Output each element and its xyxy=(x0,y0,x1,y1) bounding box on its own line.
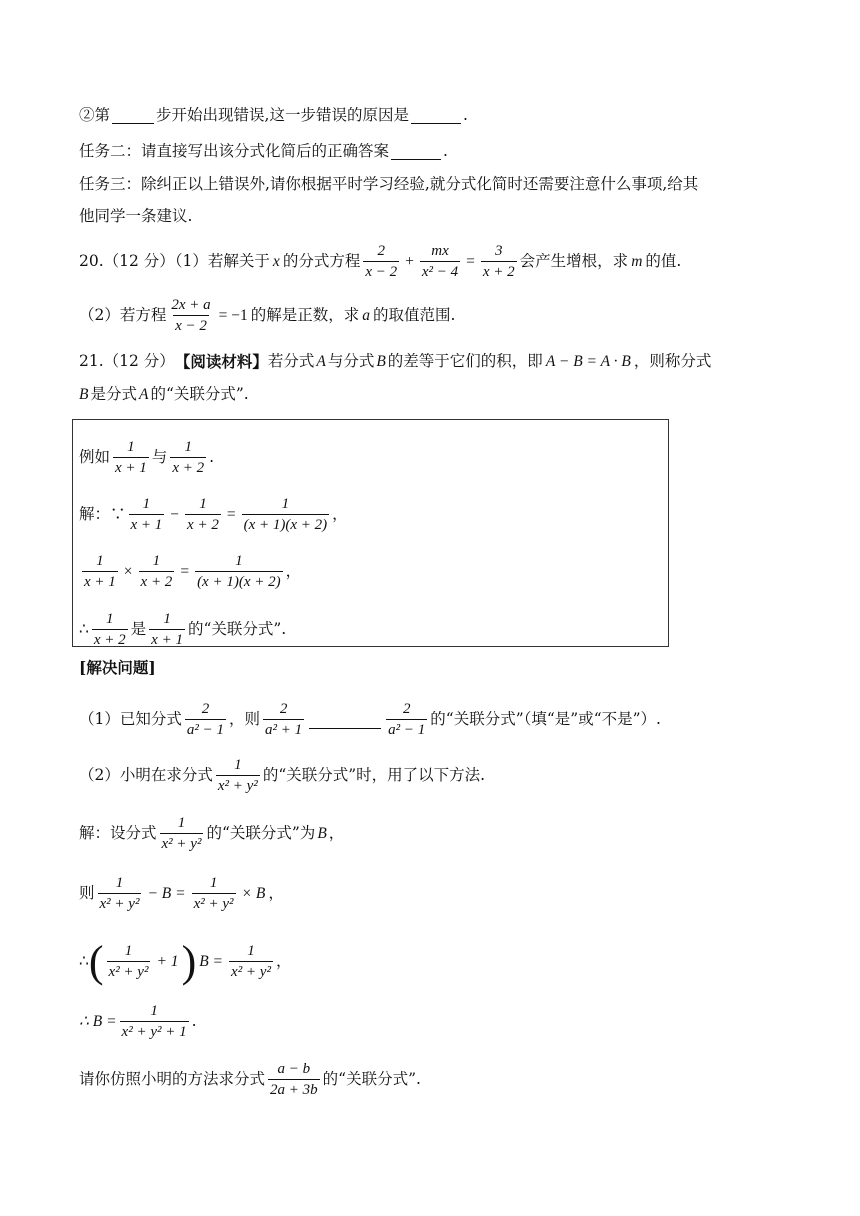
fraction xyxy=(82,554,118,590)
numerator: 1 xyxy=(106,611,114,627)
fraction xyxy=(129,497,165,533)
q21-intro-a: 若分式 xyxy=(267,352,315,370)
fraction xyxy=(216,758,260,794)
fraction xyxy=(229,944,273,980)
denominator: x − 2 xyxy=(363,261,399,280)
final-question-line xyxy=(79,1062,800,1098)
reading-heading: 【阅读材料】 xyxy=(174,352,268,371)
var-B: B xyxy=(317,825,327,843)
denominator: x² − 4 xyxy=(420,261,460,280)
numerator: 2x + a xyxy=(171,297,211,313)
denominator: x + 2 xyxy=(481,261,517,280)
equals-sign: = xyxy=(466,253,475,271)
q20-part2-end: 的取值范围. xyxy=(373,306,456,325)
numerator: 2 xyxy=(402,701,411,717)
fraction xyxy=(263,702,304,738)
final-text: 的“关联分式”. xyxy=(322,1070,421,1089)
solution-conclusion-line xyxy=(79,612,800,648)
q21-intro-b: 与分式 xyxy=(327,352,375,370)
numerator: 1 xyxy=(247,943,255,959)
q21-part1-then: ，则 xyxy=(229,710,261,729)
numerator: 1 xyxy=(235,553,243,569)
related-fraction-text: 的“关联分式”. xyxy=(187,620,287,639)
numerator: 1 xyxy=(234,757,242,773)
numerator: 1 xyxy=(199,496,207,512)
left-paren: ( xyxy=(88,937,104,986)
answer-blank[interactable] xyxy=(112,107,154,124)
step3-therefore: ∴ xyxy=(79,952,89,971)
denominator: x² + y² xyxy=(107,961,151,980)
var-a: a xyxy=(362,307,371,325)
denominator: a² − 1 xyxy=(386,719,427,738)
fraction xyxy=(92,612,128,648)
comma: ， xyxy=(285,562,302,581)
q21-line2-d: 的“关联分式”. xyxy=(150,385,249,403)
fraction xyxy=(185,497,221,533)
fraction xyxy=(268,1062,320,1098)
task3-line2 xyxy=(79,209,800,225)
numerator: 2 xyxy=(201,701,210,717)
is-word: 是 xyxy=(130,620,147,639)
denominator: x + 2 xyxy=(185,514,221,533)
q21-part1-end: 的“关联分式”（填“是”或“不是”）. xyxy=(430,710,661,729)
numerator: 1 xyxy=(152,553,161,569)
numerator: 1 xyxy=(281,496,290,512)
therefore-b-equals: ∴ B = xyxy=(79,1013,117,1031)
therefore-symbol: ∴ xyxy=(79,620,89,639)
task1-part2-prefix: ②第 xyxy=(79,105,111,124)
q20-part2-prefix: （2）若方程 xyxy=(79,306,167,325)
q21-intro-c: 的差等于它们的积，即 xyxy=(387,352,543,370)
step2-prefix: 则 xyxy=(79,884,95,903)
numerator: 1 xyxy=(163,611,171,627)
answer-blank[interactable] xyxy=(411,107,461,124)
q20-end-a: 会产生增根，求 xyxy=(519,252,629,271)
plus-one: + 1 xyxy=(156,953,179,971)
denominator: x + 1 xyxy=(113,457,149,476)
numerator: 1 xyxy=(184,439,192,455)
q20-part2-text: 的解是正数，求 xyxy=(250,306,360,325)
right-paren: ) xyxy=(181,937,197,986)
denominator: x − 2 xyxy=(173,315,209,334)
q21-intro-line1 xyxy=(79,354,800,370)
denominator: x + 2 xyxy=(92,629,128,648)
xiaoming-step4-line xyxy=(79,1004,800,1040)
numerator: 2 xyxy=(279,701,288,717)
denominator: x² + y² xyxy=(229,961,273,980)
step1-text: 的“关联分式”为 xyxy=(206,824,316,843)
xiaoming-step3-line xyxy=(79,937,800,986)
b-equals: B = xyxy=(199,953,224,971)
q20-part1-line xyxy=(79,244,800,280)
fraction xyxy=(386,702,427,738)
denominator: x² + y² xyxy=(98,893,142,912)
solution-because: 解：∵ xyxy=(79,505,126,524)
equation-rhs: = −1 xyxy=(218,307,248,325)
times-sign: × xyxy=(123,563,133,581)
example-end: . xyxy=(209,448,215,467)
q21-part2-text: 的“关联分式”时，用了以下方法. xyxy=(262,766,486,785)
definition-formula: A − B = A · B xyxy=(545,353,631,370)
denominator: x + 1 xyxy=(129,514,165,533)
denominator: a² + 1 xyxy=(263,719,304,738)
answer-blank[interactable] xyxy=(309,712,381,729)
numerator: 1 xyxy=(142,496,151,512)
denominator: x + 1 xyxy=(82,571,118,590)
numerator: a − b xyxy=(277,1061,311,1077)
numerator: 2 xyxy=(377,243,385,259)
fraction xyxy=(160,816,204,852)
times-b: × B xyxy=(241,885,266,903)
q21-part1-line xyxy=(79,702,800,738)
denominator: x + 2 xyxy=(170,457,206,476)
q21-part1-prefix: （1）已知分式 xyxy=(79,710,182,729)
fraction xyxy=(169,298,212,334)
fraction xyxy=(185,702,226,738)
task1-part2-text: 步开始出现错误,这一步错误的原因是 xyxy=(156,105,409,124)
var-m: m xyxy=(631,253,643,271)
q20-part2-line xyxy=(79,298,800,334)
task3-line1 xyxy=(79,177,800,193)
q21-line2-b: 是分式 xyxy=(90,385,137,403)
denominator: 2a + 3b xyxy=(268,1079,320,1098)
denominator: x² + y² xyxy=(192,893,236,912)
final-prefix: 请你仿照小明的方法求分式 xyxy=(79,1070,266,1089)
minus-b-equals: − B = xyxy=(147,885,186,903)
denominator: (x + 1)(x + 2) xyxy=(242,514,330,533)
var-B: B xyxy=(376,353,386,370)
numerator: 1 xyxy=(96,553,104,569)
q20-mid: 的分式方程 xyxy=(282,252,361,271)
q21-label: 21.（12 分） xyxy=(79,352,175,370)
example-and: 与 xyxy=(151,448,168,467)
example-line xyxy=(79,440,800,476)
solution-product-line xyxy=(79,554,800,590)
solve-heading-line xyxy=(79,660,800,676)
q21-part2-prefix: （2）小明在求分式 xyxy=(79,766,213,785)
xiaoming-step1-line xyxy=(79,816,800,852)
fraction xyxy=(98,876,142,912)
step2-end: ， xyxy=(268,884,284,903)
xiaoming-step2-line xyxy=(79,876,800,912)
fraction xyxy=(139,554,175,590)
numerator: 1 xyxy=(150,1003,158,1019)
numerator: 1 xyxy=(127,439,135,455)
task2-end: . xyxy=(443,141,448,160)
var-A: A xyxy=(138,386,149,403)
numerator: mx xyxy=(431,243,449,259)
solve-heading: [解决问题] xyxy=(79,658,156,677)
equals-sign: = xyxy=(226,506,236,524)
step3-end: ， xyxy=(275,952,292,971)
plus-sign: + xyxy=(405,253,414,271)
task3-text-1: 任务三：除纠正以上错误外,请你根据平时学习经验,就分式化简时还需要注意什么事项,给其 xyxy=(79,175,699,193)
denominator: x + 1 xyxy=(149,629,185,648)
step1-end: ， xyxy=(328,824,345,843)
equals-sign: = xyxy=(180,563,190,581)
comma: ， xyxy=(332,505,348,524)
numerator: 3 xyxy=(495,243,503,259)
fraction xyxy=(242,497,330,533)
denominator: a² − 1 xyxy=(185,719,226,738)
fraction xyxy=(170,440,206,476)
solution-difference-line xyxy=(79,497,800,533)
q20-end-b: 的值. xyxy=(645,252,682,271)
fraction xyxy=(107,944,151,980)
numerator: 1 xyxy=(124,943,133,959)
task1-part2-line xyxy=(79,107,800,124)
fraction xyxy=(113,440,149,476)
numerator: 1 xyxy=(177,815,186,831)
answer-blank[interactable] xyxy=(391,143,441,160)
task3-text-2: 他同学一条建议. xyxy=(79,207,193,225)
var-x: x xyxy=(272,253,280,271)
fraction xyxy=(420,244,460,280)
fraction xyxy=(120,1004,189,1040)
denominator: x² + y² + 1 xyxy=(120,1021,189,1040)
example-prefix: 例如 xyxy=(79,448,111,467)
fraction xyxy=(481,244,517,280)
minus-sign: − xyxy=(170,506,180,524)
var-B: B xyxy=(79,386,89,403)
fraction xyxy=(195,554,283,590)
fraction xyxy=(149,612,185,648)
numerator: 1 xyxy=(209,875,218,891)
numerator: 1 xyxy=(115,875,124,891)
q21-part2-line xyxy=(79,758,800,794)
step4-end: . xyxy=(191,1012,197,1031)
denominator: x² + y² xyxy=(160,833,204,852)
denominator: (x + 1)(x + 2) xyxy=(195,571,283,590)
fraction xyxy=(192,876,236,912)
q21-intro-line2 xyxy=(79,387,800,403)
denominator: x + 2 xyxy=(139,571,175,590)
q20-label: 20.（12 分）（1）若解关于 xyxy=(79,252,270,271)
fraction xyxy=(363,244,399,280)
denominator: x² + y² xyxy=(216,775,260,794)
var-A: A xyxy=(316,353,326,370)
q21-intro-d: ，则称分式 xyxy=(633,352,712,370)
step1-prefix: 解：设分式 xyxy=(79,824,157,843)
task1-part2-end: . xyxy=(462,105,468,124)
task2-line xyxy=(79,143,800,160)
task2-text: 任务二：请直接写出该分式化简后的正确答案 xyxy=(79,141,390,160)
